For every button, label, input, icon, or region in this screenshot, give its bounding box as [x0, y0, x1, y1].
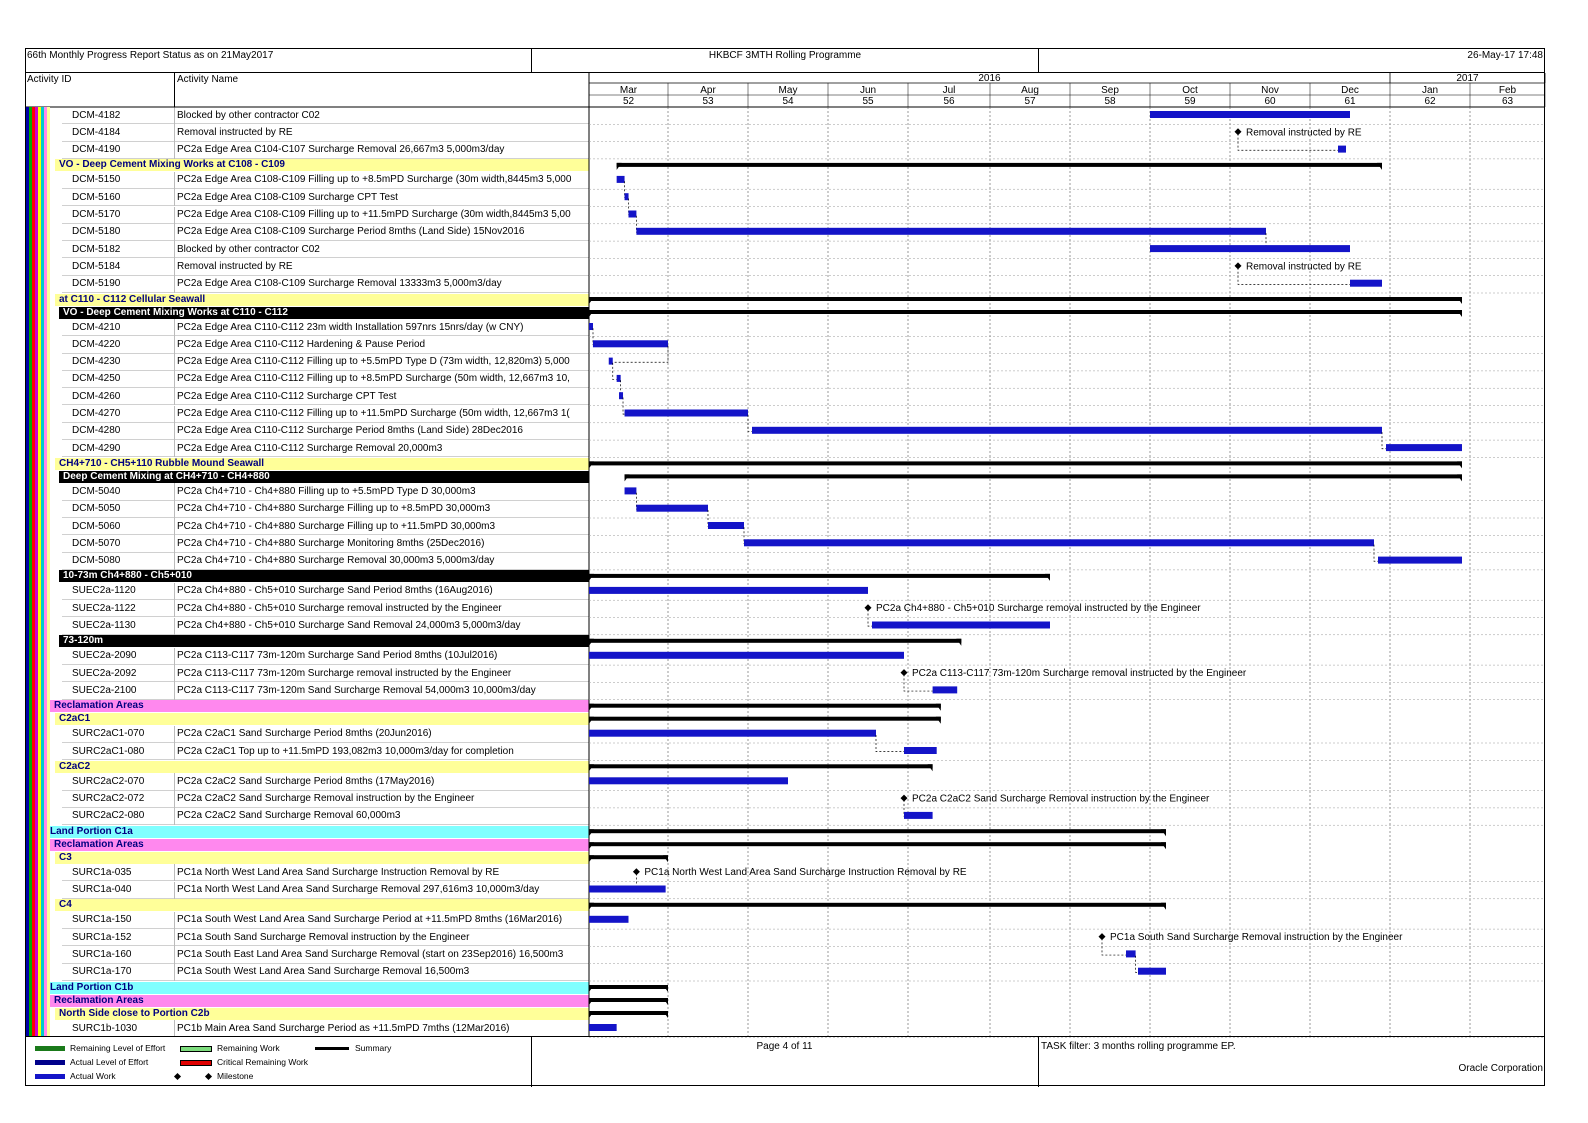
- legend-swatch: [35, 1060, 65, 1065]
- activity-name: PC2a C2aC2 Sand Surcharge Removal instruction by the Engineer: [177, 793, 475, 805]
- summary-bar: [589, 985, 668, 989]
- company-name: Oracle Corporation: [1458, 1063, 1543, 1074]
- activity-bar: [904, 747, 937, 754]
- month-label: Nov: [1261, 85, 1279, 96]
- legend-remaining-work: [180, 1043, 280, 1053]
- activity-name: PC2a Edge Area C110-C112 Surcharge Period 8mths (Land Side) 28Dec2016: [177, 425, 523, 437]
- activity-bar: [636, 505, 708, 512]
- activity-name: PC2a Edge Area C110-C112 Hardening & Pause Period: [177, 338, 426, 350]
- activity-id: DCM-5160: [72, 191, 121, 203]
- month-label: Mar: [619, 85, 638, 96]
- outline-strip: [47, 107, 50, 1036]
- wbs-band[interactable]: C4: [55, 899, 589, 911]
- legend-swatch: [35, 1046, 65, 1051]
- activity-bar: [589, 730, 876, 737]
- activity-id: SUEC2a-2090: [72, 650, 137, 662]
- activity-name: PC1b Main Area Sand Surcharge Period as +11.5mPD 7mths (12Mar2016): [177, 1022, 510, 1034]
- activity-name: PC2a Edge Area C108-C109 Filling up to +8.5mPD Surcharge (30m width,8445m3 5,000: [177, 174, 572, 186]
- activity-id: DCM-4290: [72, 442, 121, 454]
- legend-swatch: [180, 1060, 212, 1066]
- year-label: 2016: [978, 73, 1001, 84]
- summary-bar: [589, 704, 941, 708]
- week-label: 60: [1264, 96, 1276, 107]
- week-label: 56: [943, 96, 955, 107]
- wbs-band[interactable]: at C110 - C112 Cellular Seawall: [55, 294, 589, 306]
- milestone-label: PC1a South Sand Surcharge Removal instruction by the Engineer: [1110, 932, 1403, 944]
- outline-strip: [41, 107, 44, 1036]
- outline-strip: [35, 107, 38, 1036]
- activity-id: SURC1a-160: [72, 948, 132, 960]
- dependency-link: [623, 398, 625, 415]
- activity-id: DCM-5070: [72, 537, 121, 549]
- activity-name: PC2a Ch4+710 - Ch4+880 Surcharge Removal 30,000m3 5,000m3/day: [177, 555, 495, 567]
- legend-summary: [315, 1043, 391, 1053]
- activity-name: PC2a Edge Area C110-C112 Surcharge Removal 20,000m3: [177, 442, 443, 454]
- activity-bar: [872, 622, 1050, 629]
- activity-name: PC2a C2aC2 Sand Surcharge Removal 60,000m3: [177, 810, 401, 822]
- activity-name: PC1a South Sand Surcharge Removal instruction by the Engineer: [177, 931, 470, 943]
- wbs-band[interactable]: C2aC1: [55, 713, 589, 725]
- activity-name: PC2a Ch4+710 - Ch4+880 Surcharge Filling up to +11.5mPD 30,000m3: [177, 520, 496, 532]
- legend-actual-work: [35, 1071, 116, 1081]
- wbs-band[interactable]: VO - Deep Cement Mixing Works at C110 - C112: [59, 307, 589, 319]
- activity-name: PC1a South West Land Area Sand Surcharge Removal 16,500m3: [177, 966, 470, 978]
- activity-id: SURC2aC1-070: [72, 728, 145, 740]
- activity-id: SURC2aC2-070: [72, 775, 145, 787]
- activity-bar: [589, 777, 788, 784]
- dependency-link: [1382, 432, 1386, 449]
- activity-id: SURC1a-150: [72, 914, 132, 926]
- activity-id: DCM-5050: [72, 503, 121, 515]
- activity-id: DCM-4280: [72, 425, 121, 437]
- activity-name: PC2a Edge Area C108-C109 Surcharge Removal 13333m3 5,000m3/day: [177, 278, 502, 290]
- week-label: 58: [1104, 96, 1116, 107]
- summary-bar: [589, 842, 1166, 846]
- activity-id: DCM-5184: [72, 260, 121, 272]
- month-label: Oct: [1182, 85, 1198, 96]
- month-label: Jul: [942, 85, 956, 96]
- activity-bar: [625, 410, 748, 417]
- summary-bar: [589, 310, 1462, 314]
- activity-id: DCM-5190: [72, 278, 121, 290]
- activity-id: SUEC2a-1120: [72, 585, 136, 597]
- legend-actual-level-of-effort: [35, 1057, 148, 1067]
- summary-bar: [589, 998, 668, 1002]
- activity-bar: [1150, 245, 1350, 252]
- week-label: 54: [782, 96, 794, 107]
- activity-name: PC2a Ch4+710 - Ch4+880 Surcharge Monitoring 8mths (25Dec2016): [177, 537, 485, 549]
- summary-bar: [589, 829, 1166, 833]
- week-label: 55: [862, 96, 874, 107]
- activity-name: PC2a C2aC1 Top up to +11.5mPD 193,082m3 10,000m3/day for completion: [177, 745, 514, 757]
- month-label: Aug: [1021, 85, 1039, 96]
- activity-id: DCM-4220: [72, 338, 121, 350]
- summary-bar: [589, 461, 1462, 465]
- legend-label: Milestone: [217, 1071, 254, 1081]
- summary-bar: [589, 297, 1462, 301]
- week-label: 61: [1344, 96, 1356, 107]
- outline-strip: [29, 107, 32, 1036]
- activity-id: SURC1b-1030: [72, 1022, 138, 1034]
- activity-bar: [904, 812, 933, 819]
- wbs-band[interactable]: North Side close to Portion C2b: [55, 1008, 589, 1020]
- activity-bar: [1386, 444, 1462, 451]
- activity-name: PC2a Edge Area C104-C107 Surcharge Removal 26,667m3 5,000m3/day: [177, 144, 505, 156]
- summary-bar: [625, 474, 1462, 478]
- activity-name-header[interactable]: Activity Name: [177, 74, 239, 85]
- week-label: 53: [702, 96, 714, 107]
- activity-name: PC2a Edge Area C110-C112 Filling up to +11.5mPD Surcharge (50m width, 12,667m3 1(: [177, 408, 570, 419]
- summary-bar: [589, 903, 1166, 907]
- legend-label: Remaining Work: [217, 1043, 280, 1053]
- dependency-link: [748, 415, 752, 432]
- legend-milestone: [175, 1071, 253, 1081]
- activity-name: PC1a North West Land Area Sand Surcharge Instruction Removal by RE: [177, 866, 500, 878]
- activity-bar: [609, 358, 613, 365]
- wbs-band[interactable]: C2aC2: [55, 761, 589, 773]
- week-label: 63: [1501, 96, 1514, 107]
- legend-label: Actual Level of Effort: [70, 1057, 149, 1067]
- milestone-icon: [205, 1073, 212, 1080]
- activity-name: PC1a North West Land Area Sand Surcharge Removal 297,616m3 10,000m3/day: [177, 884, 540, 895]
- week-label: 52: [622, 96, 635, 107]
- wbs-band[interactable]: VO - Deep Cement Mixing Works at C108 - C109: [55, 159, 589, 171]
- milestone-label: PC2a C2aC2 Sand Surcharge Removal instruction by the Engineer: [912, 793, 1210, 805]
- activity-id: DCM-5080: [72, 555, 121, 567]
- activity-name: Removal instructed by RE: [177, 126, 293, 138]
- activity-bar: [1150, 111, 1350, 118]
- activity-bar: [619, 392, 623, 399]
- activity-id: DCM-4230: [72, 356, 121, 368]
- activity-bar: [589, 886, 666, 893]
- week-label: 57: [1024, 96, 1036, 107]
- activity-name: Removal instructed by RE: [177, 260, 293, 272]
- month-label: May: [778, 85, 798, 96]
- summary-bar: [589, 574, 1050, 578]
- activity-bar: [1350, 280, 1382, 287]
- activity-id: DCM-4182: [72, 109, 121, 121]
- activity-name: PC2a Edge Area C110-C112 23m width Installation 597nrs 15nrs/day (w CNY): [177, 321, 524, 333]
- activity-name: PC1a South West Land Area Sand Surcharge Period at +11.5mPD 8mths (16Mar2016): [177, 914, 563, 926]
- activity-bar: [617, 375, 621, 382]
- activity-bar: [752, 427, 1382, 434]
- report-timestamp: 26-May-17 17:48: [1467, 50, 1543, 61]
- outline-strip: [44, 107, 47, 1036]
- activity-bar: [636, 228, 1266, 235]
- wbs-band[interactable]: CH4+710 - CH5+110 Rubble Mound Seawall: [55, 458, 589, 470]
- month-label: Sep: [1101, 85, 1119, 96]
- activity-name: PC2a Ch4+710 - Ch4+880 Filling up to +5.5mPD Type D 30,000m3: [177, 485, 476, 497]
- legend-swatch: [180, 1046, 212, 1052]
- activity-name: PC2a C2aC2 Sand Surcharge Period 8mths (17May2016): [177, 775, 435, 787]
- activity-id: SURC1a-170: [72, 966, 132, 978]
- activity-id: SUEC2a-1122: [72, 602, 136, 614]
- activity-bar: [617, 176, 625, 183]
- legend-label: Remaining Level of Effort: [70, 1043, 166, 1053]
- activity-id: DCM-4190: [72, 144, 121, 156]
- milestone-label: PC2a Ch4+880 - Ch5+010 Surcharge removal instructed by the Engineer: [876, 603, 1201, 615]
- activity-id: DCM-5150: [72, 174, 121, 186]
- legend-label: Summary: [355, 1043, 392, 1053]
- summary-bar: [617, 163, 1382, 167]
- activity-id: SURC2aC1-080: [72, 745, 145, 757]
- wbs-band[interactable]: 10-73m Ch4+880 - Ch5+010: [59, 570, 589, 582]
- activity-bar: [589, 652, 904, 659]
- wbs-band[interactable]: C3: [55, 852, 589, 864]
- activity-id: DCM-4184: [72, 126, 121, 138]
- activity-id: SUEC2a-2100: [72, 684, 137, 696]
- activity-bar: [1338, 146, 1346, 153]
- wbs-band[interactable]: Land Portion C1a: [46, 826, 589, 838]
- week-label: 59: [1184, 96, 1196, 107]
- dependency-link: [1374, 545, 1378, 562]
- wbs-band[interactable]: 73-120m: [59, 635, 589, 647]
- activity-bar: [708, 522, 744, 529]
- activity-bar: [933, 686, 958, 693]
- activity-id: DCM-5180: [72, 226, 121, 238]
- dependency-link: [868, 610, 872, 627]
- year-label: 2017: [1456, 73, 1479, 84]
- activity-id: DCM-4270: [72, 408, 121, 419]
- activity-name: PC2a Edge Area C110-C112 Filling up to +5.5mPD Type D (73m width, 12,820m3) 5,000: [177, 356, 570, 368]
- page-number: Page 4 of 11: [756, 1041, 813, 1052]
- milestone-label: Removal instructed by RE: [1246, 127, 1362, 139]
- legend-label: Actual Work: [70, 1071, 116, 1081]
- wbs-band[interactable]: Reclamation Areas: [50, 995, 589, 1007]
- milestone-label: PC1a North West Land Area Sand Surcharge Instruction Removal by RE: [644, 867, 967, 879]
- activity-bar: [589, 916, 629, 923]
- summary-bar: [589, 855, 668, 859]
- activity-name: PC2a Ch4+880 - Ch5+010 Surcharge Sand Period 8mths (16Aug2016): [177, 585, 493, 597]
- activity-name: Blocked by other contractor C02: [177, 243, 320, 255]
- dependency-link: [876, 735, 904, 752]
- activity-name: PC2a C2aC1 Sand Surcharge Period 8mths (20Jun2016): [177, 728, 432, 740]
- activity-bar: [1378, 557, 1462, 564]
- wbs-band[interactable]: Reclamation Areas: [50, 839, 589, 851]
- milestone-icon: [174, 1073, 181, 1080]
- outline-strip: [32, 107, 35, 1036]
- activity-name: PC2a C113-C117 73m-120m Surcharge removal instructed by the Engineer: [177, 667, 512, 679]
- activity-id: SURC1a-152: [72, 931, 132, 943]
- outline-strip: [26, 107, 29, 1036]
- activity-id: SURC1a-035: [72, 866, 132, 878]
- activity-name: PC2a Ch4+880 - Ch5+010 Surcharge Sand Removal 24,000m3 5,000m3/day: [177, 620, 521, 631]
- activity-id: DCM-4260: [72, 390, 121, 402]
- summary-bar: [589, 639, 961, 643]
- activity-id: SURC2aC2-072: [72, 793, 145, 805]
- legend-swatch: [35, 1074, 65, 1079]
- legend-remaining-level-of-effort: [35, 1043, 165, 1053]
- milestone-label: Removal instructed by RE: [1246, 261, 1362, 273]
- activity-id: SUEC2a-2092: [72, 667, 137, 679]
- report-footer: [25, 1036, 1545, 1087]
- activity-bar: [1126, 950, 1136, 957]
- activity-name: PC2a Edge Area C110-C112 Filling up to +8.5mPD Surcharge (50m width, 12,667m3 10,: [177, 373, 570, 385]
- activity-bar: [744, 539, 1374, 546]
- activity-name: PC2a Edge Area C108-C109 Filling up to +11.5mPD Surcharge (30m width,8445m3 5,00: [177, 209, 571, 220]
- activity-id: DCM-4210: [72, 321, 121, 333]
- month-label: Jan: [1421, 85, 1439, 96]
- month-label: Dec: [1341, 85, 1359, 96]
- activity-name: PC2a C113-C117 73m-120m Surcharge Sand Period 8mths (10Jul2016): [177, 650, 498, 662]
- activity-name: PC2a Edge Area C110-C112 Surcharge CPT Test: [177, 390, 397, 402]
- activity-name: PC1a South East Land Area Sand Surcharge Removal (start on 23Sep2016) 16,500m3: [177, 948, 564, 960]
- activity-id: SURC2aC2-080: [72, 810, 145, 822]
- task-filter: TASK filter: 3 months rolling programme EP.: [1041, 1041, 1236, 1052]
- activity-name: PC2a Edge Area C108-C109 Surcharge Period 8mths (Land Side) 15Nov2016: [177, 226, 525, 238]
- activity-bar: [589, 587, 868, 594]
- summary-icon: [315, 1047, 349, 1050]
- activity-bar: [593, 340, 668, 347]
- month-label: Feb: [1498, 85, 1517, 96]
- activity-id: SURC1a-040: [72, 884, 132, 895]
- week-label: 62: [1424, 96, 1436, 107]
- wbs-band[interactable]: Land Portion C1b: [46, 982, 589, 994]
- activity-name: Blocked by other contractor C02: [177, 109, 320, 121]
- report-status-title: 66th Monthly Progress Report Status as on 21May2017: [25, 48, 532, 72]
- activity-name: PC2a Edge Area C108-C109 Surcharge CPT Test: [177, 191, 398, 203]
- summary-bar: [589, 1011, 668, 1015]
- month-label: Apr: [700, 85, 716, 96]
- legend-critical-remaining-work: [180, 1057, 308, 1067]
- footer-divider: [1038, 1037, 1039, 1087]
- activity-bar: [589, 323, 593, 330]
- summary-bar: [589, 764, 933, 768]
- month-label: Jun: [859, 85, 877, 96]
- activity-id: DCM-5182: [72, 243, 121, 255]
- activity-id: DCM-4250: [72, 373, 121, 385]
- activity-id: DCM-5060: [72, 520, 121, 532]
- activity-id: DCM-5170: [72, 209, 121, 220]
- activity-bar: [589, 1024, 617, 1031]
- dependency-link: [613, 363, 617, 380]
- wbs-band[interactable]: Deep Cement Mixing at CH4+710 - CH4+880: [59, 471, 589, 483]
- activity-name: PC2a Ch4+710 - Ch4+880 Surcharge Filling up to +8.5mPD 30,000m3: [177, 503, 491, 515]
- dependency-link: [1136, 956, 1138, 973]
- activity-id: SUEC2a-1130: [72, 620, 136, 631]
- milestone-label: PC2a C113-C117 73m-120m Surcharge removal instructed by the Engineer: [912, 668, 1247, 680]
- programme-title: HKBCF 3MTH Rolling Programme: [532, 48, 1039, 72]
- legend-label: Critical Remaining Work: [217, 1057, 309, 1067]
- activity-id: DCM-5040: [72, 485, 121, 497]
- activity-bar: [625, 487, 637, 494]
- dependency-link: [609, 346, 668, 363]
- activity-name: PC2a Ch4+880 - Ch5+010 Surcharge removal instructed by the Engineer: [177, 602, 502, 614]
- outline-strip: [38, 107, 41, 1036]
- wbs-band[interactable]: Reclamation Areas: [50, 700, 589, 712]
- summary-bar: [589, 717, 941, 721]
- activity-bar: [1138, 968, 1166, 975]
- activity-bar: [625, 193, 629, 200]
- activity-name: PC2a C113-C117 73m-120m Sand Surcharge Removal 54,000m3 10,000m3/day: [177, 684, 536, 696]
- activity-id-header[interactable]: Activity ID: [27, 74, 72, 85]
- activity-bar: [629, 211, 637, 218]
